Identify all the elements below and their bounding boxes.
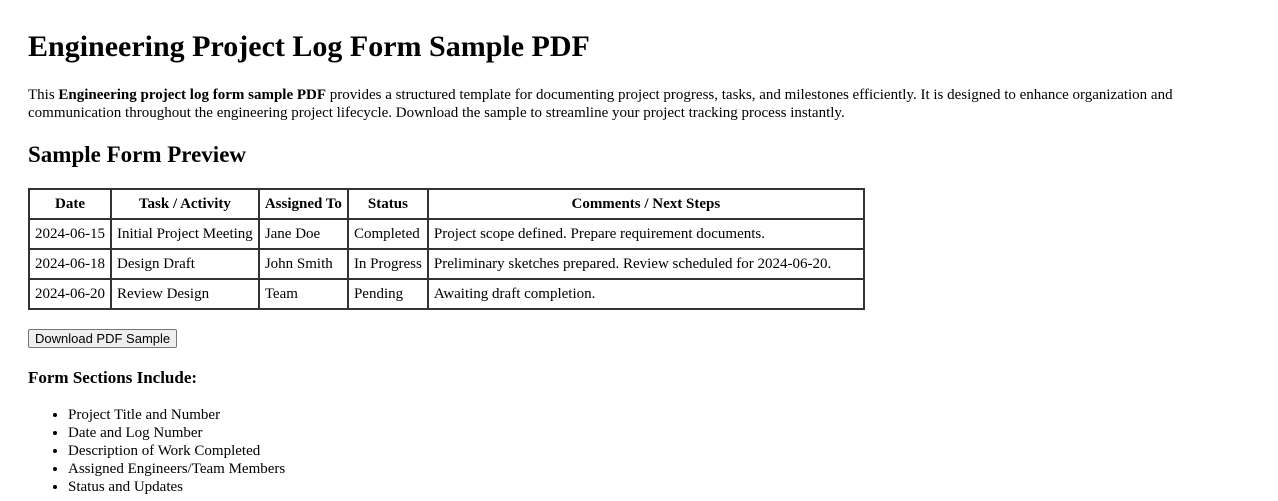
preview-heading: Sample Form Preview bbox=[28, 142, 247, 167]
cell-date: 2024-06-18 bbox=[29, 249, 111, 279]
cell-date: 2024-06-15 bbox=[29, 219, 111, 249]
cell-date: 2024-06-20 bbox=[29, 279, 111, 309]
list-item: • Assigned Engineers/Team Members bbox=[68, 460, 1250, 478]
intro-bold: Engineering project log form sample PDF bbox=[58, 87, 327, 103]
intro-paragraph bbox=[28, 86, 1250, 122]
list-item: • Project Title and Number bbox=[68, 406, 1250, 424]
header-task: Task / Activity bbox=[111, 189, 259, 219]
list-item: • Date and Log Number bbox=[68, 424, 1250, 442]
cell-assigned: Jane Doe bbox=[259, 219, 348, 249]
cell-status: Completed bbox=[348, 219, 428, 249]
cell-comments: Project scope defined. Prepare requirement documents. bbox=[428, 219, 864, 249]
cell-assigned: Team bbox=[259, 279, 348, 309]
intro-prefix: This bbox=[28, 87, 59, 103]
header-status: Status bbox=[348, 189, 428, 219]
download-pdf-button[interactable]: Download PDF Sample bbox=[28, 329, 177, 348]
cell-task: Design Draft bbox=[111, 249, 259, 279]
cell-comments: Awaiting draft completion. bbox=[428, 279, 864, 309]
list-item: • Description of Work Completed bbox=[68, 442, 1250, 460]
sections-list bbox=[28, 406, 1250, 496]
cell-task: Initial Project Meeting bbox=[111, 219, 259, 249]
cell-comments: Preliminary sketches prepared. Review scheduled for 2024-06-20. bbox=[428, 249, 864, 279]
sections-heading: Form Sections Include: bbox=[28, 368, 198, 387]
list-item: • Status and Updates bbox=[68, 478, 1250, 496]
page-title: Engineering Project Log Form Sample PDF bbox=[28, 30, 590, 63]
table-row bbox=[29, 219, 864, 249]
table-row bbox=[29, 249, 864, 279]
cell-task: Review Design bbox=[111, 279, 259, 309]
header-date: Date bbox=[29, 189, 111, 219]
cell-assigned: John Smith bbox=[259, 249, 348, 279]
cell-status: In Progress bbox=[348, 249, 428, 279]
header-assigned: Assigned To bbox=[259, 189, 348, 219]
table-row bbox=[29, 279, 864, 309]
header-comments: Comments / Next Steps bbox=[428, 189, 864, 219]
cell-status: Pending bbox=[348, 279, 428, 309]
project-log-table bbox=[28, 188, 865, 310]
table-header-row bbox=[29, 189, 864, 219]
intro-suffix: provides a structured template for documenting project progress, tasks, and milestones efficiently. It is designed to enhance organization and communication throughout the engineering project lifecycle. Download the sample to streamline your project tracking process instantly. bbox=[28, 87, 1173, 121]
